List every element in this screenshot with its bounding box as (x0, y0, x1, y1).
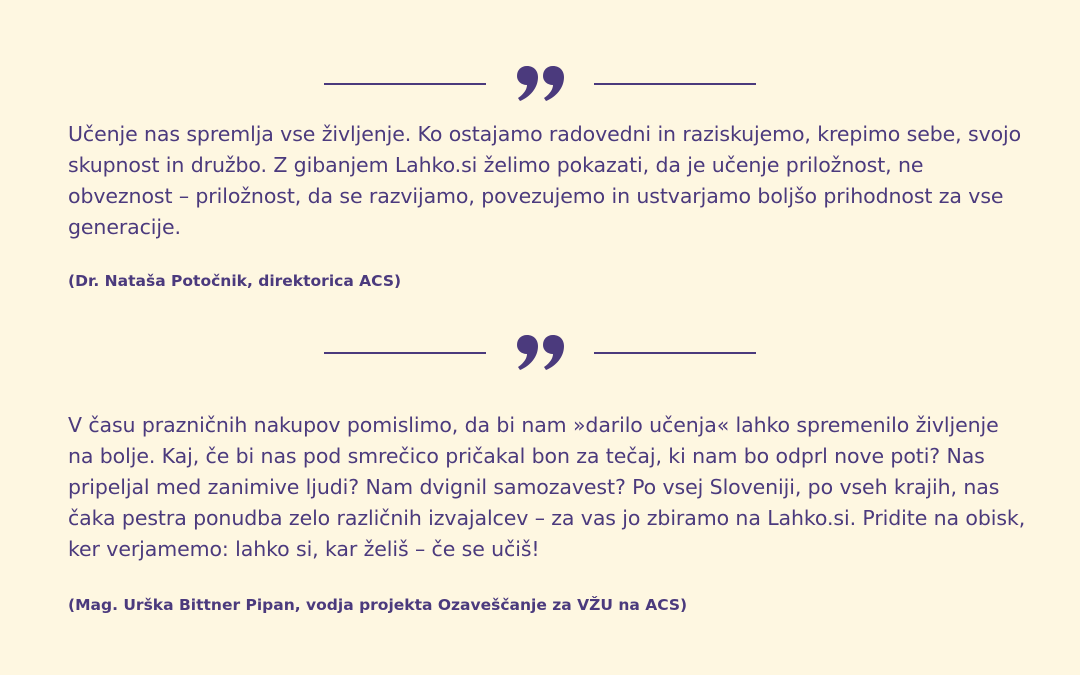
divider-line-left (324, 83, 486, 85)
divider-line-left (324, 352, 486, 354)
quote-text: V času prazničnih nakupov pomislimo, da bi nam »darilo učenja« lahko spremenilo življenje na bolje. Kaj, če bi nas pod smrečico pričakal bon za tečaj, ki nam bo odprl nove poti? Nas pripeljal med zanimive ljudi? Nam dvignil samozavest? Po vsej Sloveniji, po vseh krajih, nas čaka pestra ponudba zelo različnih izvajalcev – za vas jo zbiramo na Lahko.si. Pridite na obisk, ker verjamemo: lahko si, kar želiš – če se učiš! (68, 413, 1026, 561)
quote-author: (Dr. Nataša Potočnik, direktorica ACS) (68, 272, 402, 290)
closing-quote-icon (514, 333, 566, 373)
quote-text: Učenje nas spremlja vse življenje. Ko ostajamo radovedni in raziskujemo, krepimo sebe, svojo skupnost in družbo. Z gibanjem Lahko.si želimo pokazati, da je učenje priložnost, ne obveznost – priložnost, da se razvijamo, povezujemo in ustvarjamo boljšo prihodnost za vse generacije. (68, 122, 1022, 239)
quote-divider-1 (0, 64, 1080, 104)
quote-author: (Mag. Urška Bittner Pipan, vodja projekta Ozaveščanje za VŽU na ACS) (68, 596, 688, 614)
closing-quote-icon (514, 64, 566, 104)
divider-line-right (594, 352, 756, 354)
quote-divider-2 (0, 333, 1080, 373)
divider-line-right (594, 83, 756, 85)
